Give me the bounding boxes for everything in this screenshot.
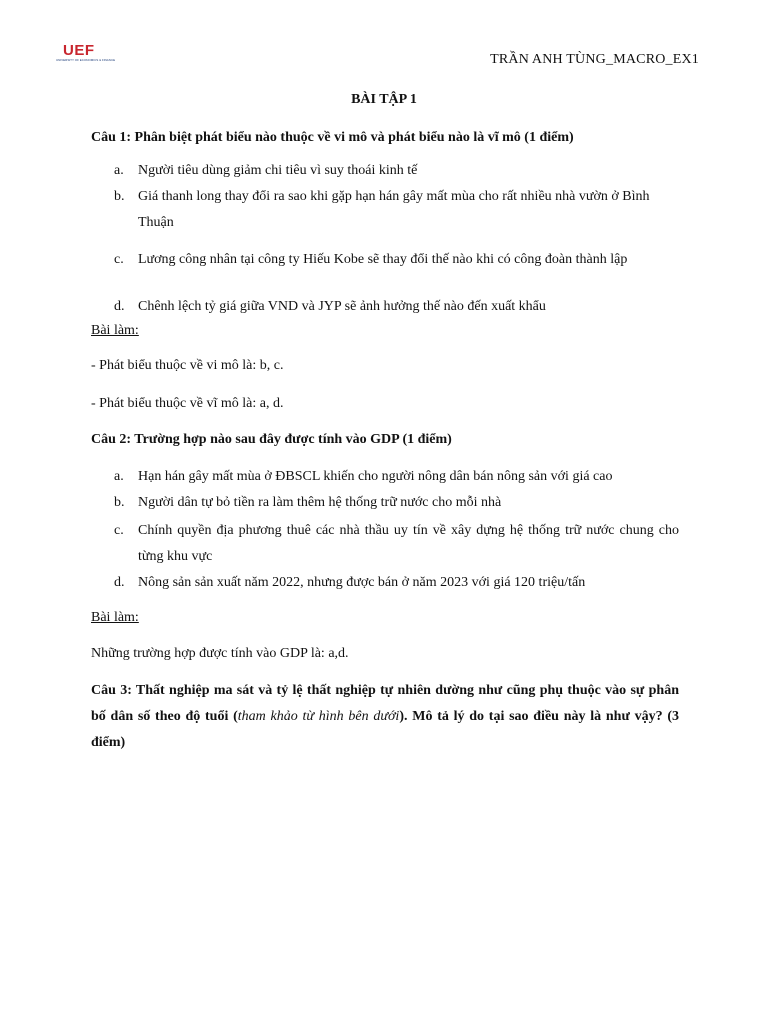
answer-line: - Phát biểu thuộc về vi mô là: b, c. <box>91 358 284 373</box>
item-marker: a. <box>114 469 124 484</box>
author-tag: TRẦN ANH TÙNG_MACRO_EX1 <box>490 52 699 67</box>
item-marker: b. <box>114 189 125 204</box>
answer-line: Những trường hợp được tính vào GDP là: a,d. <box>91 646 349 661</box>
question-3-reference: tham khảo từ hình bên dưới <box>237 709 400 724</box>
list-item <box>91 466 679 492</box>
item-marker: a. <box>114 163 124 178</box>
list-item <box>91 492 679 518</box>
item-text: Người tiêu dùng giảm chi tiêu vì suy thoái kinh tế <box>138 163 418 178</box>
university-logo <box>56 38 116 64</box>
answer-label-1: Bài làm: <box>91 323 139 338</box>
question-3 <box>91 678 679 756</box>
question-1: Câu 1: Phân biệt phát biểu nào thuộc về vi mô và phát biểu nào là vĩ mô (1 điểm) <box>91 130 574 145</box>
logo-text: UEF <box>63 42 95 59</box>
item-text: Người dân tự bỏ tiền ra làm thêm hệ thống trữ nước cho mỗi nhà <box>138 495 502 510</box>
item-text: Chính quyền địa phương thuê các nhà thầu uy tín về xây dựng hệ thống trữ nước chung cho từng khu vực <box>138 523 679 564</box>
answer-line: - Phát biểu thuộc về vĩ mô là: a, d. <box>91 396 284 411</box>
list-item <box>91 518 679 570</box>
question-3-text: Câu 3: Thất nghiệp ma sát và tỷ lệ thất nghiệp tự nhiên dường như cũng phụ thuộc vào sự phân bố dân số theo độ tuổi ( <box>91 683 679 724</box>
item-text: Nông sản sản xuất năm 2022, nhưng được bán ở năm 2023 với giá 120 triệu/tấn <box>138 575 586 590</box>
logo-subtext: UNIVERSITY OF ECONOMICS & FINANCE <box>56 58 116 62</box>
item-marker: d. <box>114 299 125 314</box>
item-marker: d. <box>114 575 125 590</box>
item-text: Hạn hán gây mất mùa ở ĐBSCL khiến cho người nông dân bán nông sản với giá cao <box>138 469 613 484</box>
item-text: Giá thanh long thay đổi ra sao khi gặp hạn hán gây mất mùa cho rất nhiều nhà vườn ở Bình Thuận <box>138 189 650 230</box>
list-item <box>91 251 679 295</box>
list-item <box>91 297 679 323</box>
list-item <box>91 570 679 596</box>
item-marker: c. <box>114 252 124 267</box>
question-2: Câu 2: Trường hợp nào sau đây được tính vào GDP (1 điểm) <box>91 432 452 447</box>
item-text: Lương công nhân tại công ty Hiếu Kobe sẽ thay đổi thế nào khi có công đoàn thành lập <box>138 252 628 267</box>
question-1-options <box>91 161 679 323</box>
item-marker: b. <box>114 495 125 510</box>
list-item <box>91 184 679 236</box>
page-title: BÀI TẬP 1 <box>351 92 417 107</box>
item-text: Chênh lệch tỷ giá giữa VND và JYP sẽ ảnh hưởng thế nào đến xuất khẩu <box>138 299 546 314</box>
item-marker: c. <box>114 523 124 538</box>
question-2-options <box>91 466 679 596</box>
answer-label-2: Bài làm: <box>91 610 139 625</box>
question-3-text: ). Mô tả lý do tại sao điều này là như vậy? (3 điểm) <box>91 709 679 750</box>
